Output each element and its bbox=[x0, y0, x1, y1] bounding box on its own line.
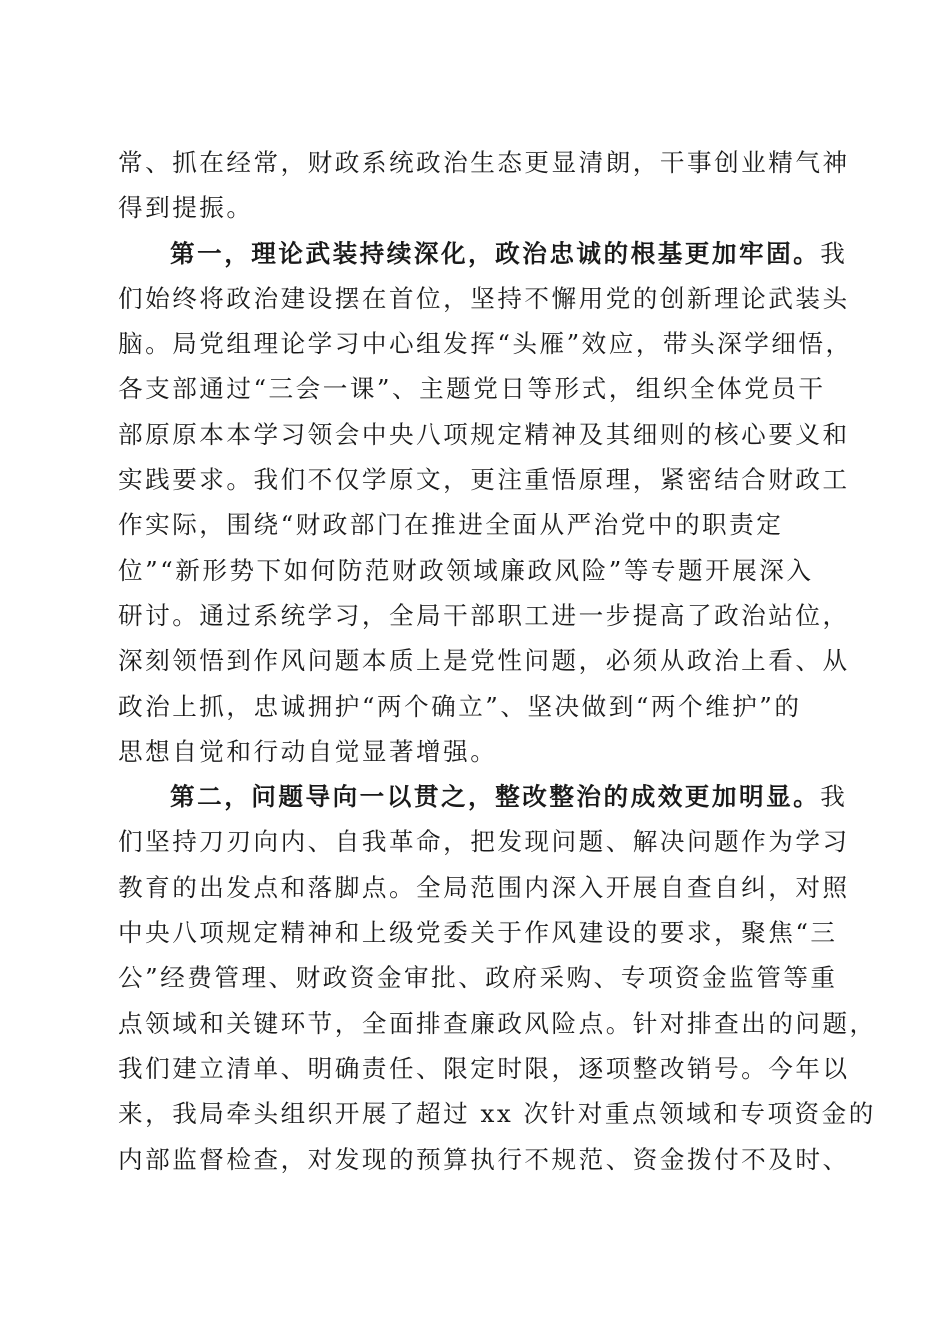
text-line: 来，我局牵头组织开展了超过 xx 次针对重点领域和专项资金的 bbox=[118, 1099, 876, 1129]
text-line: 思想自觉和行动自觉显著增强。 bbox=[118, 736, 498, 766]
paragraph-first-line bbox=[118, 774, 848, 819]
text-line: 位”“新形势下如何防范财政领域廉政风险”等专题开展深入 bbox=[118, 555, 814, 585]
paragraph-first-point bbox=[118, 231, 853, 775]
paragraph-second-point bbox=[118, 774, 877, 1182]
text-line: 研讨。通过系统学习，全局干部职工进一步提高了政治站位， bbox=[118, 600, 850, 630]
text-line: 得到提振。 bbox=[118, 193, 254, 223]
text-line: 作实际，围绕“财政部门在推进全面从严治党中的职责定 bbox=[118, 510, 784, 540]
paragraph-lead-heading: 第二，问题导向一以贯之，整改整治的成效更加明显。 bbox=[170, 782, 821, 812]
document-body bbox=[118, 140, 877, 1182]
paragraph-lead-heading: 第一，理论武装持续深化，政治忠诚的根基更加牢固。 bbox=[170, 238, 821, 268]
paragraph-continuation bbox=[118, 140, 850, 231]
text-line: 我们建立清单、明确责任、限定时限，逐项整改销号。今年以 bbox=[118, 1053, 850, 1083]
text-line: 们始终将政治建设摆在首位，坚持不懈用党的创新理论武装头 bbox=[118, 283, 850, 313]
text-line: 教育的出发点和落脚点。全局范围内深入开展自查自纠，对照 bbox=[118, 872, 850, 902]
text-line: 点领域和关键环节，全面排查廉政风险点。针对排查出的问题， bbox=[118, 1008, 877, 1038]
text-line: 实践要求。我们不仅学原文，更注重悟原理，紧密结合财政工 bbox=[118, 465, 850, 495]
text-line: 脑。局党组理论学习中心组发挥“头雁”效应，带头深学细悟， bbox=[118, 329, 853, 359]
paragraph-lead-rest: 我 bbox=[820, 782, 848, 812]
text-line: 常、抓在经常，财政系统政治生态更显清朗，干事创业精气神 bbox=[118, 148, 850, 177]
paragraph-first-line bbox=[118, 231, 848, 276]
text-line: 中央八项规定精神和上级党委关于作风建设的要求，聚焦“三 bbox=[118, 918, 838, 948]
text-line: 深刻领悟到作风问题本质上是党性问题，必须从政治上看、从 bbox=[118, 646, 850, 676]
text-line: 内部监督检查，对发现的预算执行不规范、资金拨付不及时、 bbox=[118, 1144, 850, 1174]
paragraph-lead-rest: 我 bbox=[820, 238, 848, 268]
text-line: 部原原本本学习领会中央八项规定精神及其细则的核心要义和 bbox=[118, 419, 850, 449]
text-line: 各支部通过“三会一课”、主题党日等形式，组织全体党员干 bbox=[118, 374, 826, 404]
text-line: 政治上抓，忠诚拥护“两个确立”、坚决做到“两个维护”的 bbox=[118, 691, 802, 721]
text-line: 公”经费管理、财政资金审批、政府采购、专项资金监管等重 bbox=[118, 963, 838, 993]
text-line: 们坚持刀刃向内、自我革命，把发现问题、解决问题作为学习 bbox=[118, 827, 850, 857]
